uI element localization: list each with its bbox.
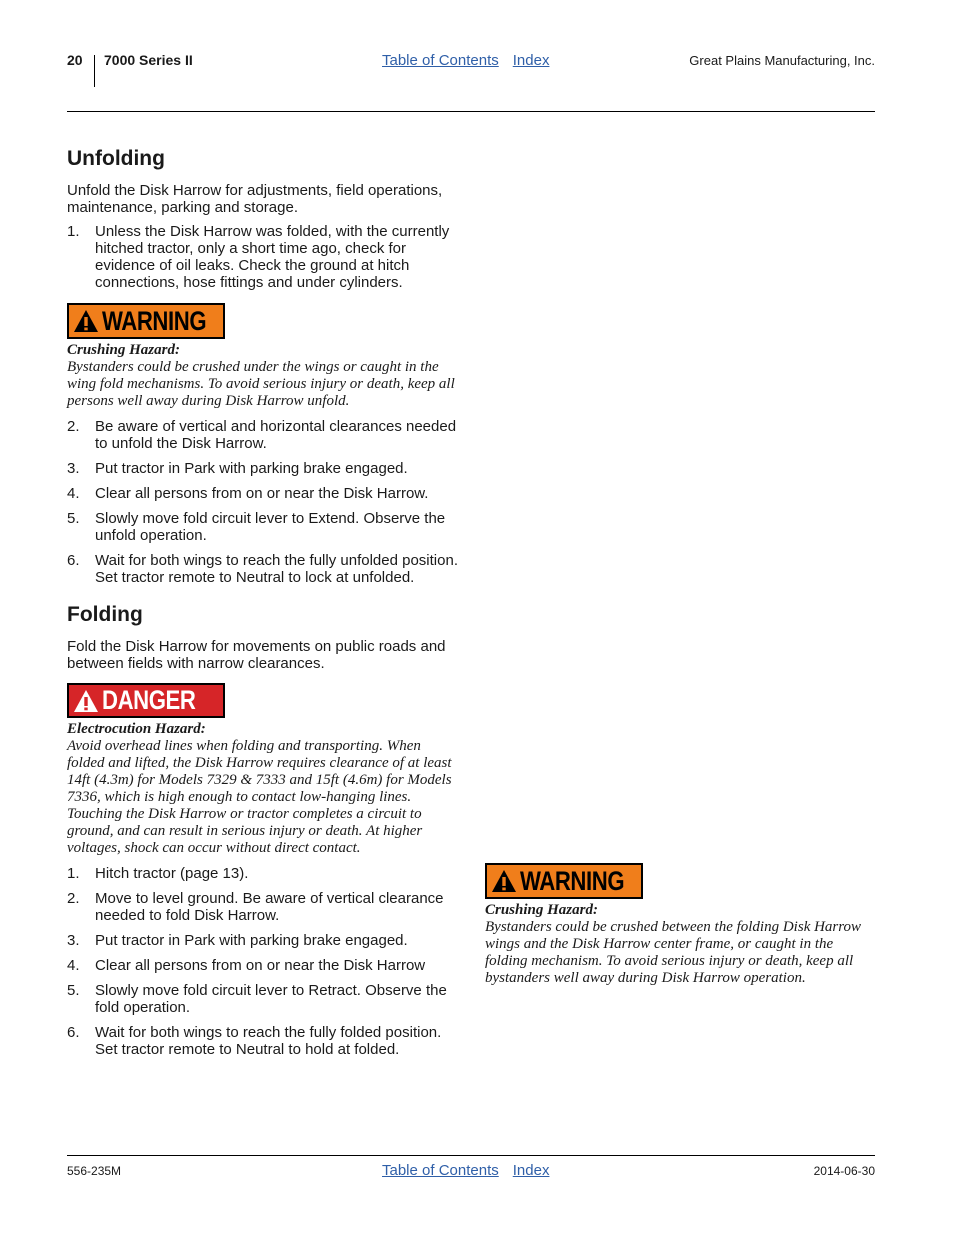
right-column xyxy=(485,859,877,995)
list-item xyxy=(67,957,459,974)
step-text: Put tractor in Park with parking brake engaged. xyxy=(95,460,408,477)
step-number: 1. xyxy=(67,865,80,882)
list-item xyxy=(67,865,459,882)
danger-word: DANGER xyxy=(102,685,196,715)
hazard-text: Avoid overhead lines when folding and transporting. When folded and lifted, the Disk Harrow requires clearance of at least 14ft (4.3m) for Models 7329 & 7333 and 15ft (4.6m) for Models 7336, which is high enough to contact low-hanging lines. Touching the Disk Harrow or tractor completes a circuit to ground, and can result in serious injury or death. At higher voltages, shock can occur without direct contact. xyxy=(67,738,452,856)
document-number: 556-235M xyxy=(67,1164,122,1178)
left-column xyxy=(67,146,459,1066)
index-link[interactable]: Index xyxy=(512,1162,550,1179)
unfolding-intro: Unfold the Disk Harrow for adjustments, field operations, maintenance, parking and storage. xyxy=(67,182,443,216)
fold-hazard-message xyxy=(485,902,877,987)
step-text: Wait for both wings to reach the fully unfolded position. Set tractor remote to Neutral to lock at unfolded. xyxy=(95,552,458,586)
series-title: 7000 Series II xyxy=(104,52,193,68)
page-number: 20 xyxy=(67,52,83,68)
toc-link[interactable]: Table of Contents xyxy=(382,1162,499,1179)
step-text: Hitch tractor (page 13). xyxy=(95,865,249,882)
unfolding-heading: Unfolding xyxy=(67,147,165,170)
list-item xyxy=(67,223,459,291)
warning-word: WARNING xyxy=(102,305,207,336)
list-item xyxy=(67,982,459,1016)
unfolding-step-list-a xyxy=(67,223,459,291)
index-link[interactable]: Index xyxy=(512,52,550,69)
step-text: Slowly move fold circuit lever to Extend. Observe the unfold operation. xyxy=(95,510,446,544)
list-item xyxy=(67,510,459,544)
section-spacer xyxy=(67,594,459,602)
header-divider xyxy=(94,55,95,87)
step-number: 5. xyxy=(67,982,80,999)
step-number: 4. xyxy=(67,485,80,502)
warning-label xyxy=(485,863,643,899)
list-item xyxy=(67,932,459,949)
step-number: 1. xyxy=(67,223,80,240)
warning-word: WARNING xyxy=(520,865,625,896)
step-text: Move to level ground. Be aware of vertical clearance needed to fold Disk Harrow. xyxy=(95,890,444,924)
hazard-text: Bystanders could be crushed under the wings or caught in the wing fold mechanisms. To avoid serious injury or death, keep all persons well away during Disk Harrow unfold. xyxy=(67,359,455,409)
toc-link[interactable]: Table of Contents xyxy=(382,52,499,69)
list-item xyxy=(67,418,459,452)
step-text: Wait for both wings to reach the fully folded position. Set tractor remote to Neutral to hold at folded. xyxy=(95,1024,442,1058)
step-number: 6. xyxy=(67,1024,80,1041)
step-number: 3. xyxy=(67,932,80,949)
step-text: Clear all persons from on or near the Disk Harrow xyxy=(95,957,426,974)
unfold-hazard-message xyxy=(67,342,459,410)
hazard-title: Crushing Hazard: xyxy=(485,902,598,918)
electrocution-hazard-message xyxy=(67,721,459,857)
company-name: Great Plains Manufacturing, Inc. xyxy=(689,53,875,68)
footer-nav xyxy=(382,1162,549,1179)
list-item xyxy=(67,460,459,477)
folding-heading: Folding xyxy=(67,603,143,626)
danger-triangle-icon xyxy=(73,689,99,713)
hazard-title: Electrocution Hazard: xyxy=(67,721,206,737)
unfolding-step-list-b xyxy=(67,418,459,586)
step-text: Slowly move fold circuit lever to Retract. Observe the fold operation. xyxy=(95,982,447,1016)
revision-date: 2014-06-30 xyxy=(813,1164,875,1178)
header-rule xyxy=(67,111,875,112)
step-number: 4. xyxy=(67,957,80,974)
warning-triangle-icon xyxy=(73,309,99,333)
step-text: Clear all persons from on or near the Disk Harrow. xyxy=(95,485,429,502)
step-text: Be aware of vertical and horizontal clearances needed to unfold the Disk Harrow. xyxy=(95,418,457,452)
step-text: Unless the Disk Harrow was folded, with the currently hitched tractor, only a short time ago, check for evidence of oil leaks. Check the ground at hitch connections, hose fittings and under cylinders. xyxy=(95,223,450,291)
footer-rule xyxy=(67,1155,875,1156)
list-item xyxy=(67,485,459,502)
list-item xyxy=(67,890,459,924)
step-number: 6. xyxy=(67,552,80,569)
folding-intro: Fold the Disk Harrow for movements on public roads and between fields with narrow clearances. xyxy=(67,638,446,672)
list-item xyxy=(67,1024,459,1058)
warning-triangle-icon xyxy=(491,869,517,893)
step-number: 5. xyxy=(67,510,80,527)
warning-label xyxy=(67,303,225,339)
step-number: 2. xyxy=(67,418,80,435)
step-number: 2. xyxy=(67,890,80,907)
danger-label xyxy=(67,683,225,718)
step-number: 3. xyxy=(67,460,80,477)
hazard-text: Bystanders could be crushed between the folding Disk Harrow wings and the Disk Harrow center frame, or caught in the folding mechanism. To avoid serious injury or death, keep all bystanders well away during Disk Harrow operation. xyxy=(485,919,862,986)
step-text: Put tractor in Park with parking brake engaged. xyxy=(95,932,408,949)
folding-step-list xyxy=(67,865,459,1058)
hazard-title: Crushing Hazard: xyxy=(67,342,180,358)
list-item xyxy=(67,552,459,586)
header-nav xyxy=(382,52,549,69)
